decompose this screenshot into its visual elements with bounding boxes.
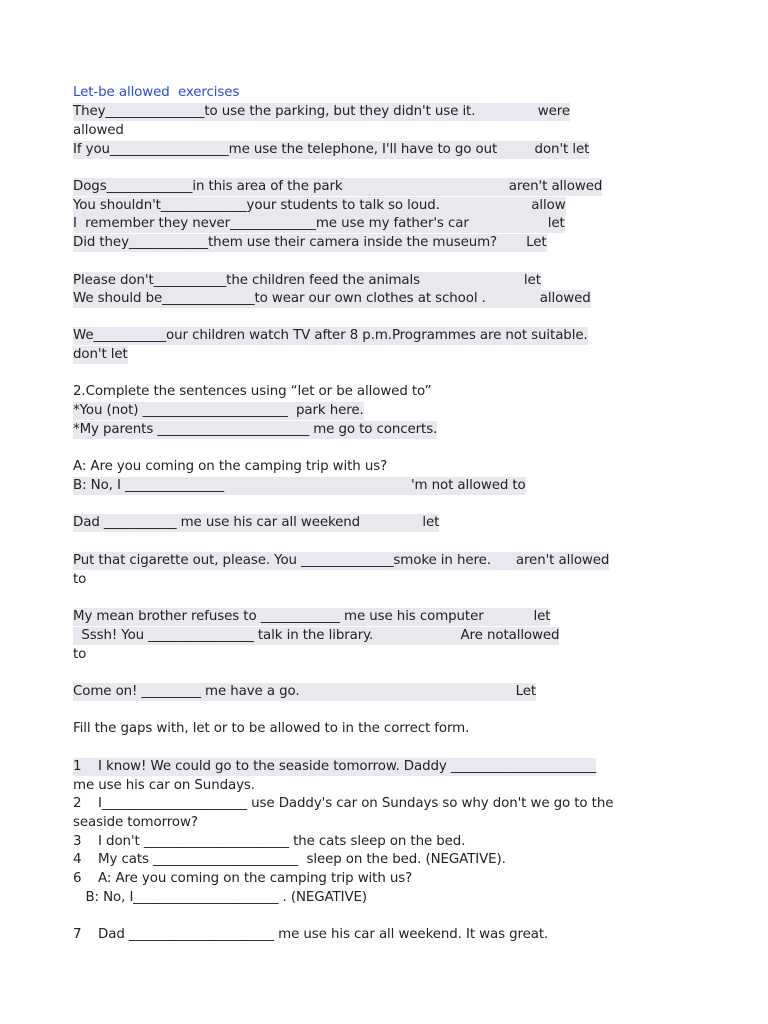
exercise-line: seaside tomorrow? xyxy=(73,815,198,830)
exercise-line: 7 Dad ______________________ me use his car all weekend. It was great. xyxy=(73,927,549,942)
exercise-line: *My parents _______________________ me go to concerts. xyxy=(73,422,438,437)
exercise-line: We___________our children watch TV after 8 p.m.Programmes are not suitable. xyxy=(73,328,588,343)
exercise-line: to xyxy=(73,647,87,662)
exercise-line: I remember they never_____________me use my father's car let xyxy=(73,216,565,231)
exercise-line: *You (not) ______________________ park here. xyxy=(73,403,364,418)
exercise-line: 2 I______________________ use Daddy's car on Sundays so why don't we go to the xyxy=(73,796,614,811)
exercise-line: My mean brother refuses to ____________ me use his computer let xyxy=(73,609,551,624)
exercise-line: 4 My cats ______________________ sleep on the bed. (NEGATIVE). xyxy=(73,852,506,867)
exercise-line: B: No, I _______________ 'm not allowed to xyxy=(73,478,526,493)
exercise-line: You shouldn't_____________your students to talk so loud. allow xyxy=(73,198,566,213)
exercise-line: A: Are you coming on the camping trip with us? xyxy=(73,459,388,474)
exercise-line: allowed xyxy=(73,123,124,138)
exercise-line: Dogs_____________in this area of the park aren't allowed xyxy=(73,179,603,194)
exercise-line: If you__________________me use the telephone, I'll have to go out don't let xyxy=(73,142,590,157)
exercise-line: Sssh! You ________________ talk in the library. Are notallowed xyxy=(73,628,560,643)
exercise-line: They_______________to use the parking, but they didn't use it. were xyxy=(73,104,570,119)
exercise-line: 6 A: Are you coming on the camping trip with us? xyxy=(73,871,413,886)
worksheet-title: Let-be allowed exercises xyxy=(73,85,240,100)
section-heading: Fill the gaps with, let or to be allowed to in the correct form. xyxy=(73,721,470,736)
exercise-line: B: No, I______________________ . (NEGATIVE) xyxy=(73,890,368,905)
exercise-line: Did they____________them use their camera inside the museum? Let xyxy=(73,235,547,250)
exercise-line: Put that cigarette out, please. You ______________smoke in here. aren't allowed xyxy=(73,553,610,568)
exercise-line: don't let xyxy=(73,347,128,362)
exercise-line: 1 I know! We could go to the seaside tomorrow. Daddy ______________________ xyxy=(73,759,597,774)
exercise-line: 3 I don't ______________________ the cats sleep on the bed. xyxy=(73,834,466,849)
exercise-line: Dad ___________ me use his car all weekend let xyxy=(73,515,440,530)
exercise-line: Please don't___________the children feed the animals let xyxy=(73,273,541,288)
exercise-line: We should be______________to wear our own clothes at school . allowed xyxy=(73,291,591,306)
exercise-line: me use his car on Sundays. xyxy=(73,778,255,793)
exercise-line: to xyxy=(73,572,87,587)
section-heading: 2.Complete the sentences using “let or be allowed to” xyxy=(73,384,432,399)
exercise-line: Come on! _________ me have a go. Let xyxy=(73,684,537,699)
